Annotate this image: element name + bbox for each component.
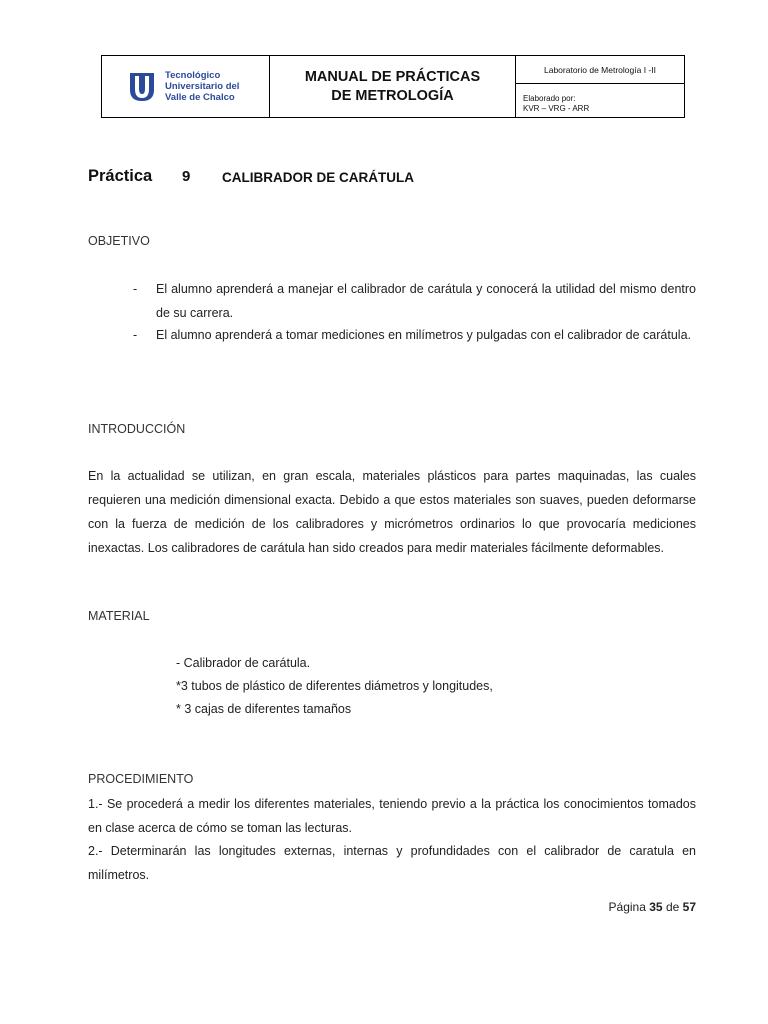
practice-title: CALIBRADOR DE CARÁTULA xyxy=(222,170,414,185)
objetivo-item-1: El alumno aprenderá a manejar el calibrador de carátula y conocerá la utilidad del mismo dentro de su carrera. xyxy=(156,282,696,320)
document-header xyxy=(101,55,685,118)
practice-number: 9 xyxy=(182,168,191,185)
total-pages: 57 xyxy=(682,900,696,914)
institution-name-line1: Tecnológico xyxy=(165,70,221,81)
introduccion-paragraph: En la actualidad se utilizan, en gran escala, materiales plásticos para partes maquinadas, las cuales requieren una medición dimensional exacta. Debido a que estos materiales son suaves, pueden deformarse con la fuerza de medición de los calibradores y micrómetros ordinarios lo que provocaría mediciones inexactas. Los calibradores de carátula han sido creados para medir materiales fácilmente deformables. xyxy=(88,469,696,555)
practice-label: Práctica xyxy=(88,167,153,185)
procedimiento-heading: PROCEDIMIENTO xyxy=(88,772,194,786)
procedimiento-step-1: 1.- Se procederá a medir los diferentes materiales, teniendo previo a la práctica los conocimientos tomados en clase acerca de cómo se toman las lecturas. xyxy=(88,797,696,835)
of-label: de xyxy=(665,900,680,914)
material-item-2: *3 tubos de plástico de diferentes diámetros y longitudes, xyxy=(176,679,493,693)
material-list xyxy=(176,652,493,721)
authors-names: KVR – VRG - ARR xyxy=(523,104,590,113)
material-heading: MATERIAL xyxy=(88,609,150,623)
manual-title xyxy=(270,56,516,117)
authors-label: Elaborado por: xyxy=(523,94,576,103)
university-shield-icon xyxy=(129,72,155,102)
material-item-3: * 3 cajas de diferentes tamaños xyxy=(176,702,352,716)
authors-block xyxy=(516,84,684,117)
institution-name xyxy=(165,70,239,103)
institution-name-line2: Universitario del xyxy=(165,81,240,92)
header-info xyxy=(516,56,684,117)
introduccion-heading: INTRODUCCIÓN xyxy=(88,422,186,436)
objetivo-bullet-1: - xyxy=(133,282,138,296)
manual-title-line2: DE METROLOGÍA xyxy=(331,87,454,104)
page-number xyxy=(609,900,696,914)
page-label: Página xyxy=(608,900,646,914)
objetivo-bullet-2: - xyxy=(133,328,138,342)
institution-logo xyxy=(102,56,270,117)
institution-name-line3: Valle de Chalco xyxy=(165,92,235,103)
manual-title-line1: MANUAL DE PRÁCTICAS xyxy=(304,68,481,85)
lab-name: Laboratorio de Metrología I -II xyxy=(516,56,684,84)
current-page: 35 xyxy=(649,900,663,914)
procedimiento-step-2: 2.- Determinarán las longitudes externas, internas y profundidades con el calibrador de caratula en milímetros. xyxy=(88,844,696,882)
objetivo-item-2: El alumno aprenderá a tomar mediciones en milímetros y pulgadas con el calibrador de carátula. xyxy=(156,328,692,342)
material-item-1: - Calibrador de carátula. xyxy=(176,656,311,670)
objetivo-heading: OBJETIVO xyxy=(88,234,150,248)
